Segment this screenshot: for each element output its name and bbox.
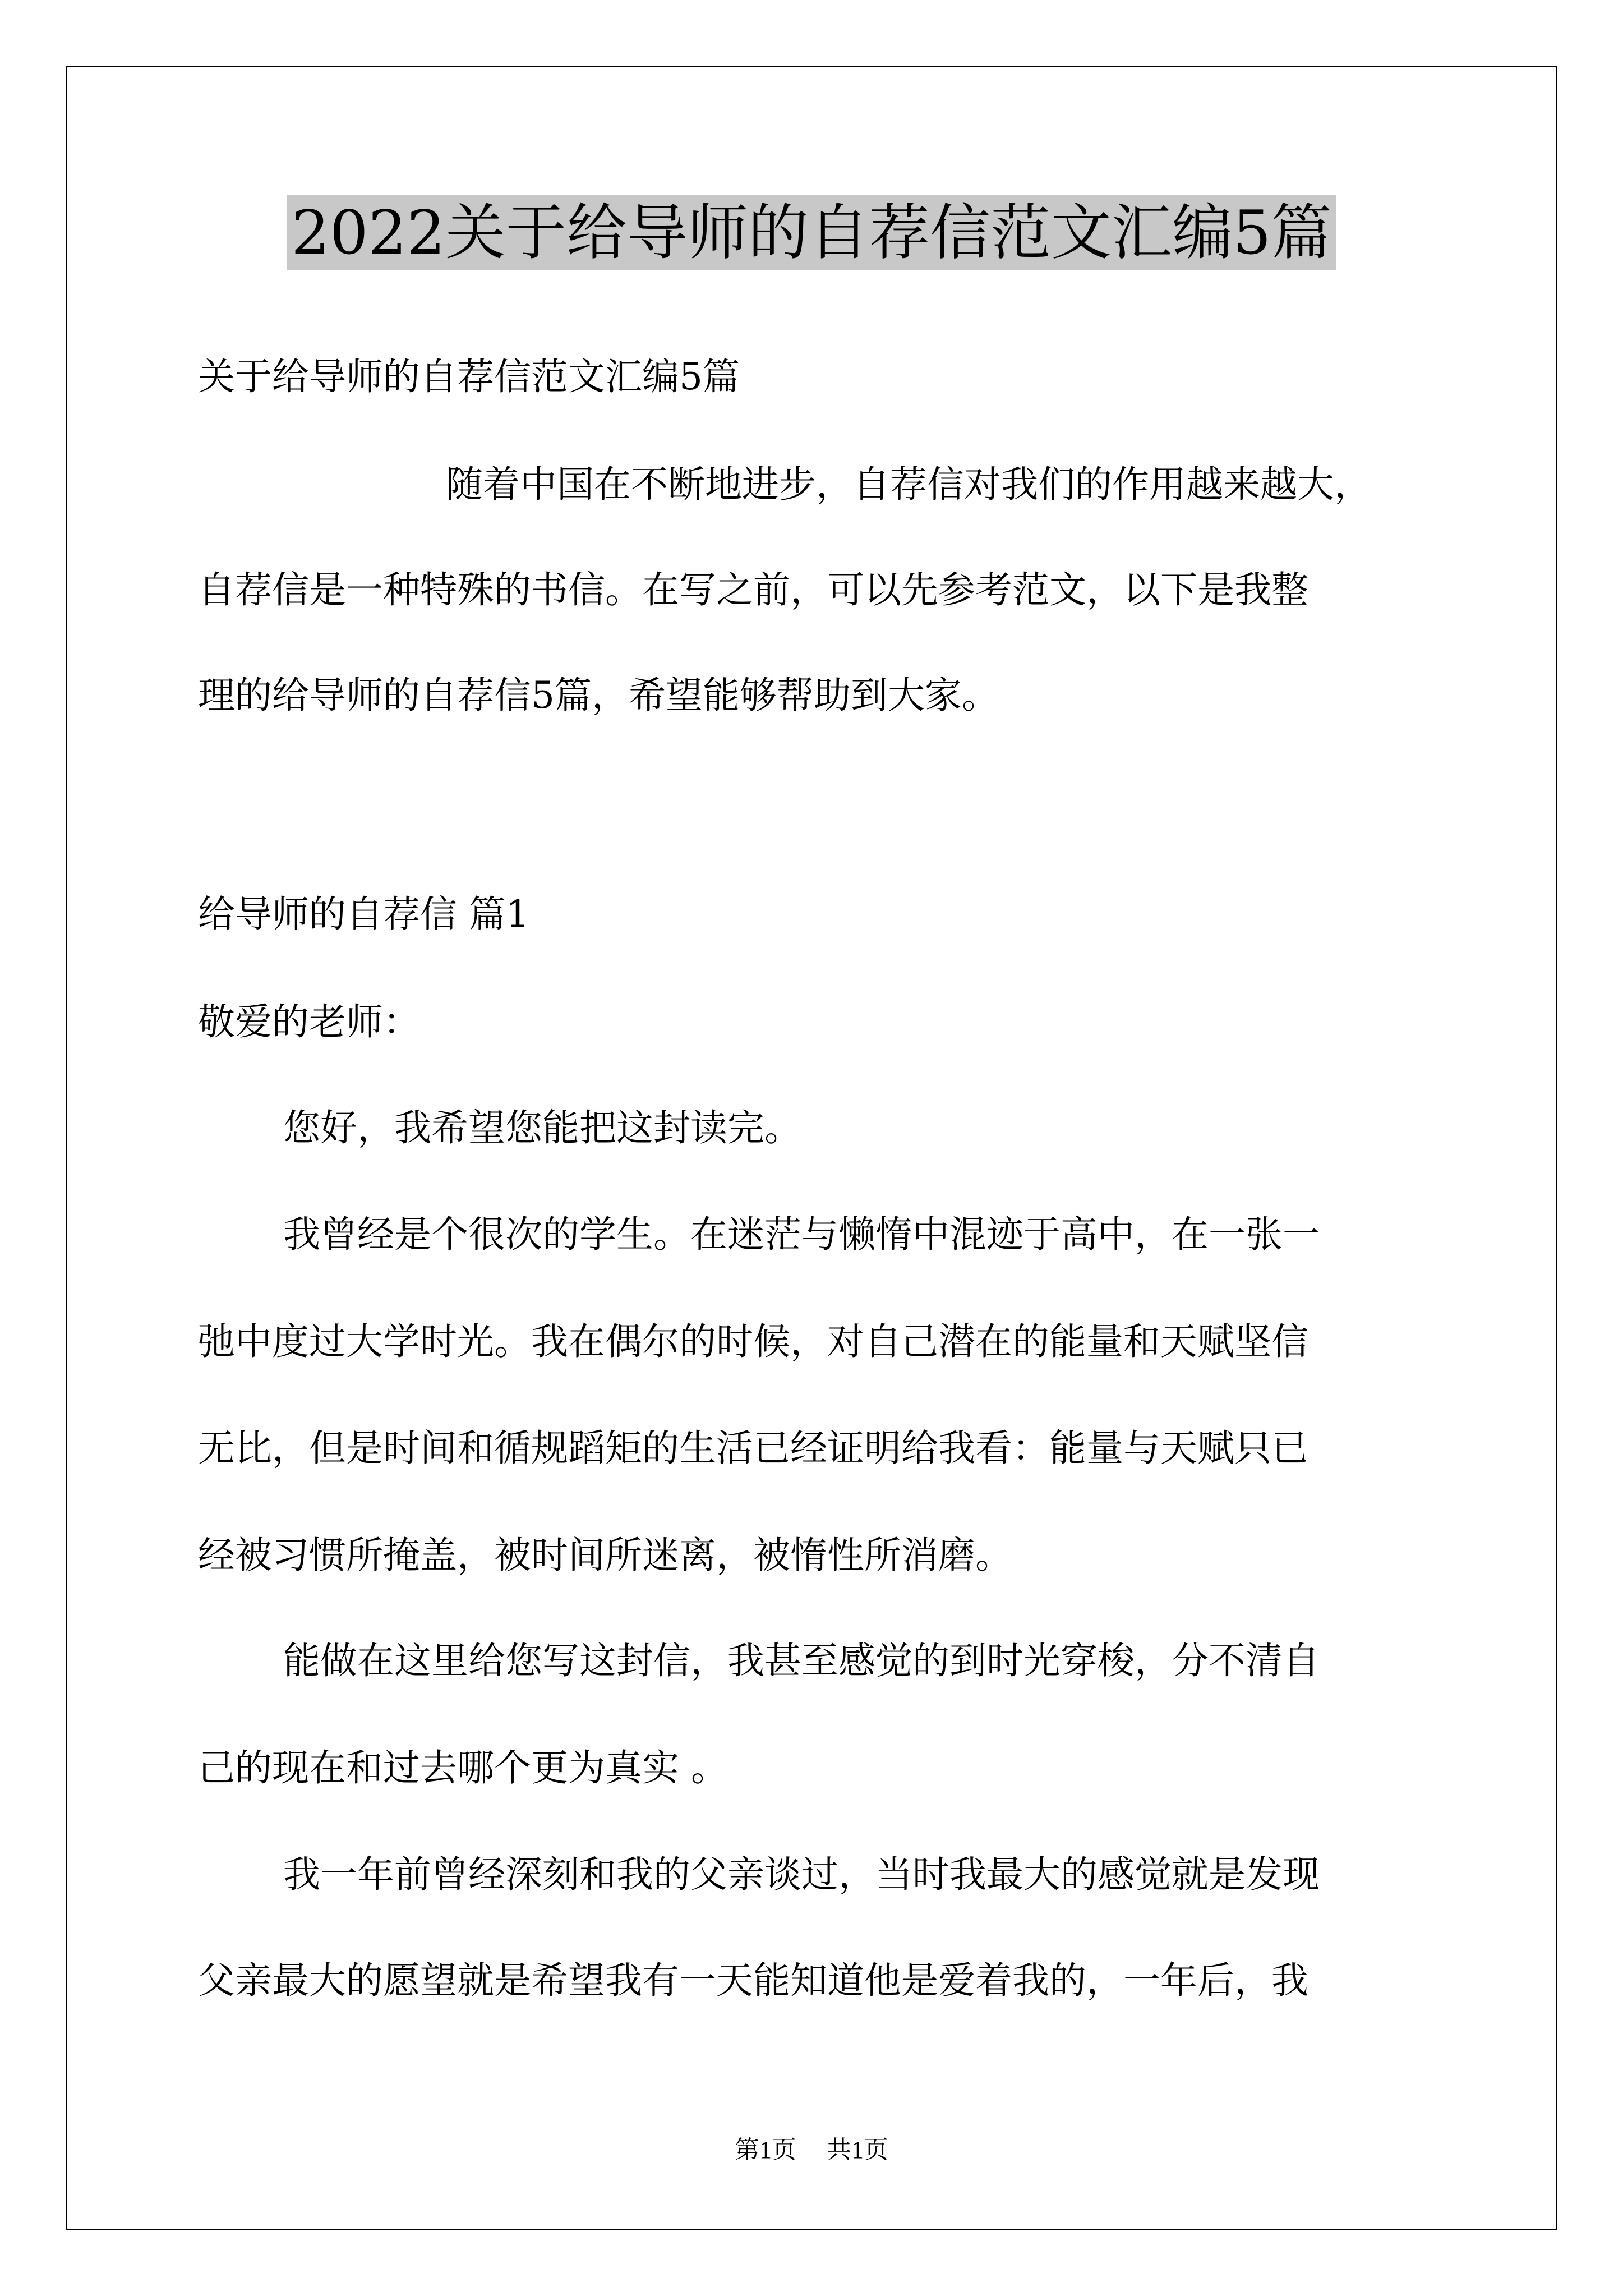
page-total: 共1页: [827, 2136, 888, 2164]
paragraph-line: 理的给导师的自荐信5篇，希望能够帮助到大家。: [198, 674, 999, 717]
salutation: 敬爱的老师：: [198, 1000, 420, 1043]
paragraph-line: 我一年前曾经深刻和我的父亲谈过，当时我最大的感觉就是发现: [283, 1853, 1320, 1896]
page-footer: [0, 2129, 1623, 2165]
paragraph-line: 己的现在和过去哪个更为真实 。: [198, 1746, 728, 1789]
paragraph-line: 能做在这里给您写这封信，我甚至感觉的到时光穿梭，分不清自: [283, 1639, 1320, 1682]
paragraph-line: 经被习惯所掩盖，被时间所迷离，被惰性所消磨。: [198, 1534, 1012, 1577]
section-heading: 给导师的自荐信 篇1: [198, 892, 529, 936]
paragraph-line: 父亲最大的愿望就是希望我有一天能知道他是爱着我的，一年后，我: [198, 1959, 1308, 2002]
paragraph-line: 您好，我希望您能把这封读完。: [283, 1106, 801, 1149]
page-number: 第1页: [735, 2136, 796, 2164]
document-title: 2022关于给导师的自荐信范文汇编5篇: [287, 195, 1336, 270]
paragraph-line: 随着中国在不断地进步，自荐信对我们的作用越来越大，: [446, 463, 1371, 506]
document-subtitle: 关于给导师的自荐信范文汇编5篇: [198, 355, 740, 398]
title-wrap: [0, 195, 1623, 270]
paragraph-line: 无比，但是时间和循规蹈矩的生活已经证明给我看：能量与天赋只已: [198, 1427, 1308, 1470]
paragraph-line: 我曾经是个很次的学生。在迷茫与懒惰中混迹于高中，在一张一: [283, 1213, 1320, 1256]
paragraph-line: 弛中度过大学时光。我在偶尔的时候，对自己潜在的能量和天赋坚信: [198, 1320, 1308, 1363]
paragraph-line: 自荐信是一种特殊的书信。在写之前，可以先参考范文，以下是我整: [198, 568, 1308, 611]
